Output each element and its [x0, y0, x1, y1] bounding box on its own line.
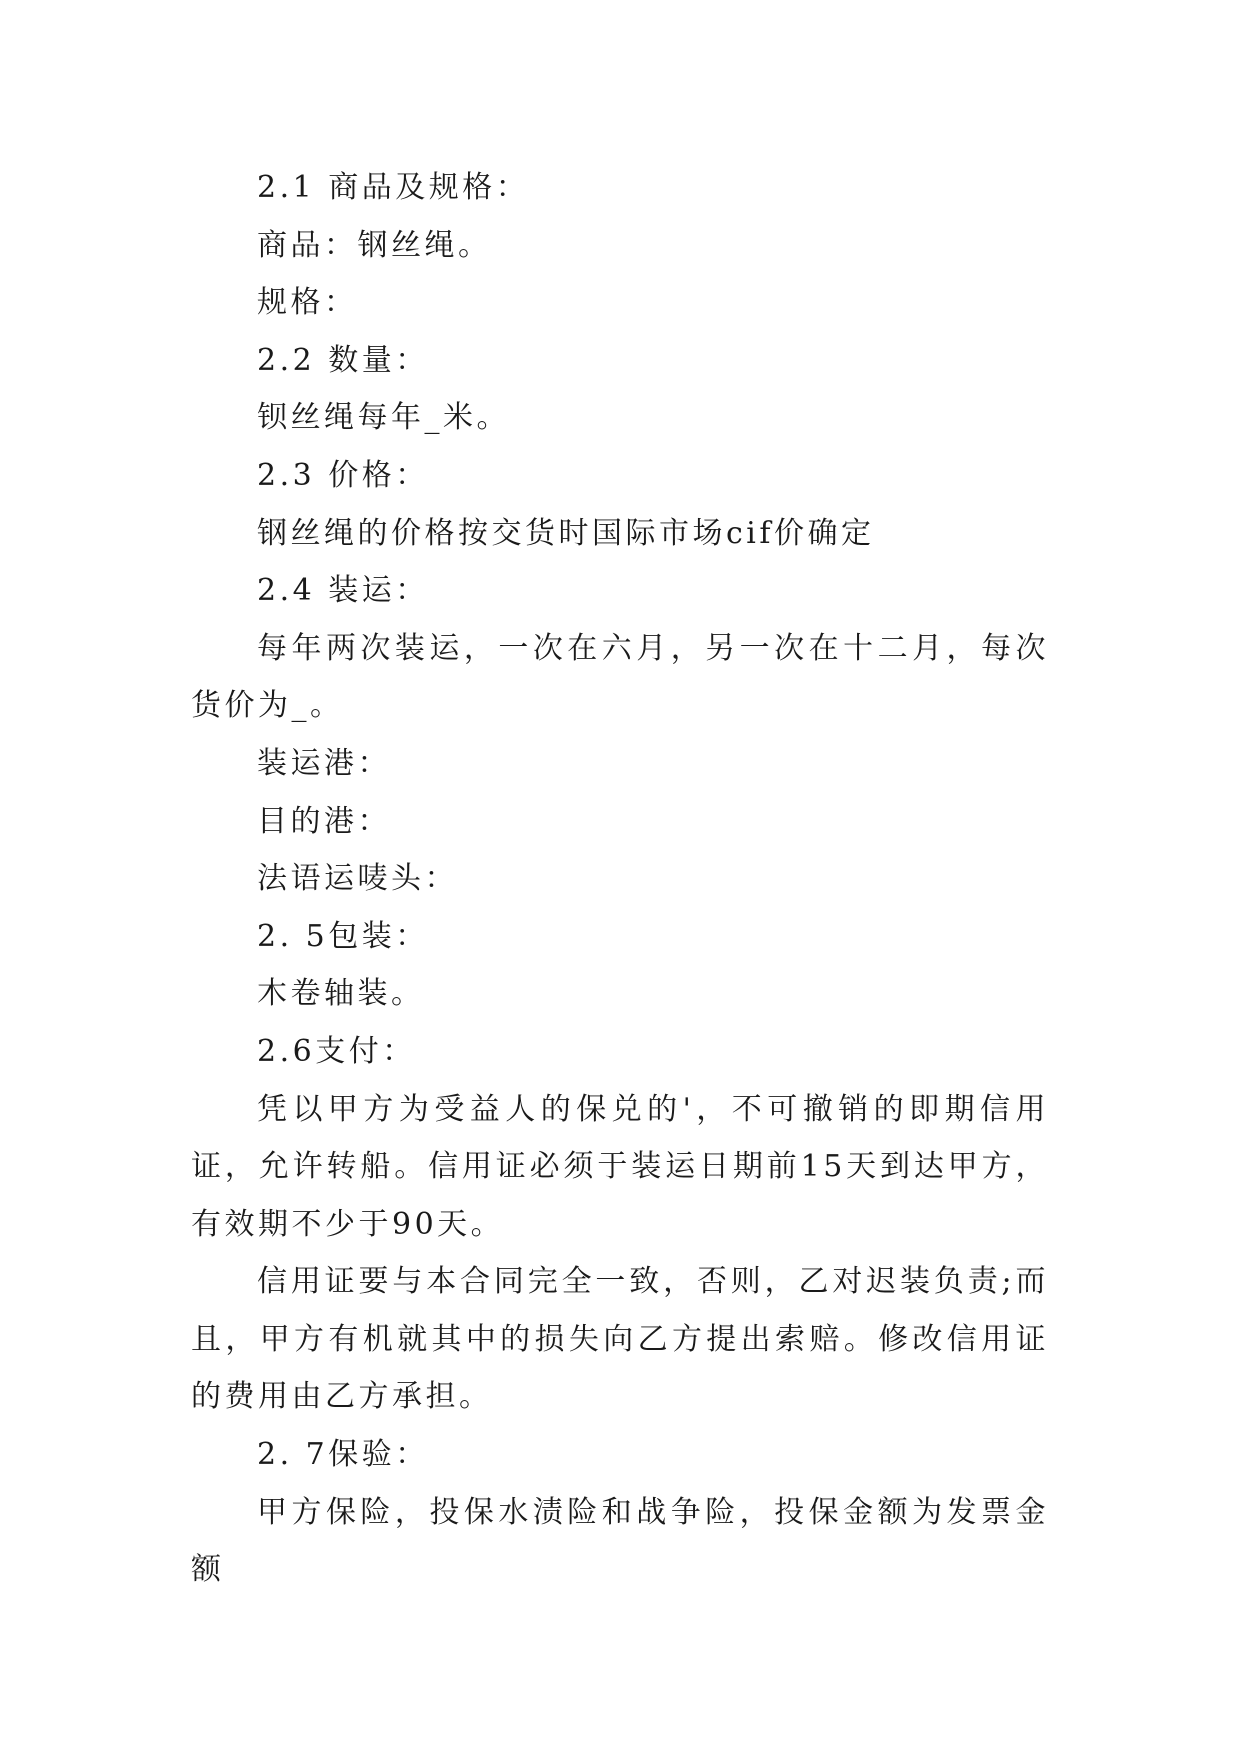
insurance-paragraph: 甲方保险，投保水渍险和战争险，投保金额为发票金额	[191, 1494, 1049, 1588]
section-heading-quantity: 2.2 数量：	[257, 342, 429, 378]
section-heading-payment: 2.6支付：	[257, 1033, 416, 1069]
spec-line: 规格：	[257, 285, 358, 321]
payment-paragraph: 凭以甲方为受益人的保兑的'，不可撤销的即期信用证，允许转船。信用证必须于装运日期前15天到达甲方，有效期不少于90天。	[191, 1091, 1049, 1242]
shipping-mark-line: 法语运唛头：	[257, 861, 458, 897]
port-of-loading-line: 装运港：	[257, 745, 391, 781]
quantity-line: 钡丝绳每年_米。	[257, 400, 510, 436]
packing-line: 木卷轴装。	[257, 976, 425, 1012]
shipment-paragraph: 每年两次装运，一次在六月，另一次在十二月，每次货价为_。	[191, 630, 1049, 724]
letter-of-credit-paragraph: 信用证要与本合同完全一致，否则，乙对迟装负责;而且，甲方有机就其中的损失向乙方提出索赔。修改信用证的费用由乙方承担。	[191, 1264, 1049, 1415]
section-heading-packing: 2. 5包装：	[257, 918, 429, 954]
section-heading-product-spec: 2.1 商品及规格：	[257, 170, 530, 205]
price-line: 钢丝绳的价格按交货时国际市场cif价确定	[257, 515, 875, 551]
section-heading-shipment: 2.4 装运：	[257, 573, 429, 609]
section-heading-price: 2.3 价格：	[257, 457, 429, 493]
section-heading-insurance: 2. 7保验：	[257, 1437, 429, 1473]
product-line: 商品：钢丝绳。	[257, 227, 492, 263]
document-body	[191, 159, 1049, 1599]
port-of-destination-line: 目的港：	[257, 803, 391, 839]
